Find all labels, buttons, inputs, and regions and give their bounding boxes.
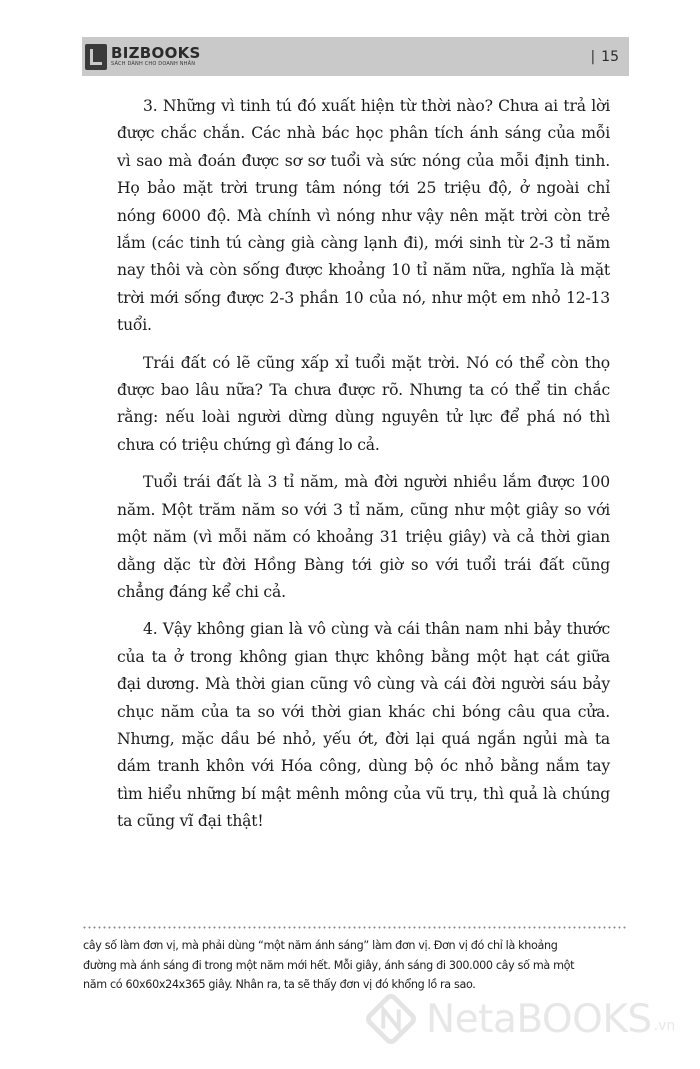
page-number [590,49,619,65]
paragraph: 3. Những vì tinh tú đó xuất hiện từ thời nào? Chưa ai trả lời được chắc chắn. Các nhà bác học phân tích ánh sáng của mỗi vì sao mà đoán được sơ sơ tuổi và sức nóng của mỗi định tinh. Họ bảo mặt trời trung tâm nóng tới 25 triệu độ, ở ngoài chỉ nóng 6000 độ. Mà chính vì nóng như vậy nên mặt trời còn trẻ lắm (các tinh tú càng già càng lạnh đi), mới sinh từ 2-3 tỉ năm nay thôi và còn sống được khoảng 10 tỉ năm nữa, nghĩa là mặt trời mới sống được 2-3 phần 10 của nó, như một em nhỏ 12-13 tuổi. [117,97,610,335]
footnote-line: năm có 60x60x24x365 giây. Nhân ra, ta sẽ thấy đơn vị đó khổng lồ ra sao. [83,978,476,991]
neta-logo-icon [362,990,420,1048]
page-number-value: 15 [601,48,619,65]
body-text [117,93,610,846]
netabooks-watermark [362,990,675,1048]
brand-name: BIZBOOKS [111,44,201,62]
watermark-suffix: .vn [653,1018,676,1034]
footnote-line: cây số làm đơn vị, mà phải dùng “một năm ánh sáng” làm đơn vị. Đơn vị đó chỉ là khoảng [83,939,558,952]
bizbooks-logo [82,37,201,76]
page-header [82,37,629,76]
brand-tagline: SÁCH DÀNH CHO DOANH NHÂN [111,61,196,67]
paragraph: 4. Vậy không gian là vô cùng và cái thân nam nhi bảy thước của ta ở trong không gian thực không bằng một hạt cát giữa đại dương. Mà thời gian cũng vô cùng và cái đời người sáu bảy chục năm của ta so với thời gian khác chi bóng câu qua cửa. Nhưng, mặc dầu bé nhỏ, yếu ớt, đời lại quá ngắn ngủi mà ta dám tranh khôn với Hóa công, dùng bộ óc nhỏ bằng nắm tay tìm hiểu những bí mật mênh mông của vũ trụ, thì quả là chúng ta cũng vĩ đại thật! [117,620,610,831]
footnote-line: đường mà ánh sáng đi trong một năm mới hết. Mỗi giây, ánh sáng đi 300.000 cây số mà một [83,958,575,972]
bizbooks-logo-icon [85,44,107,70]
footnote [83,936,628,995]
paragraph: Tuổi trái đất là 3 tỉ năm, mà đời người nhiều lắm được 100 năm. Một trăm năm so với 3 tỉ năm, cũng như một giây so với một năm (vì mỗi năm có khoảng 31 triệu giây) và cả thời gian dằng dặc từ đời Hồng Bàng tới giờ so với tuổi trái đất cũng chẳng đáng kể chi cả. [117,473,610,601]
paragraph: Trái đất có lẽ cũng xấp xỉ tuổi mặt trời. Nó có thể còn thọ được bao lâu nữa? Ta chưa được rõ. Nhưng ta có thể tin chắc rằng: nếu loài người dừng dùng nguyên tử lực để phá nó thì chưa có triệu chứng gì đáng lo cả. [117,353,610,454]
page-separator: | [590,48,596,65]
watermark-text: NetaBOOKS [426,996,652,1042]
footnote-divider [82,926,628,929]
